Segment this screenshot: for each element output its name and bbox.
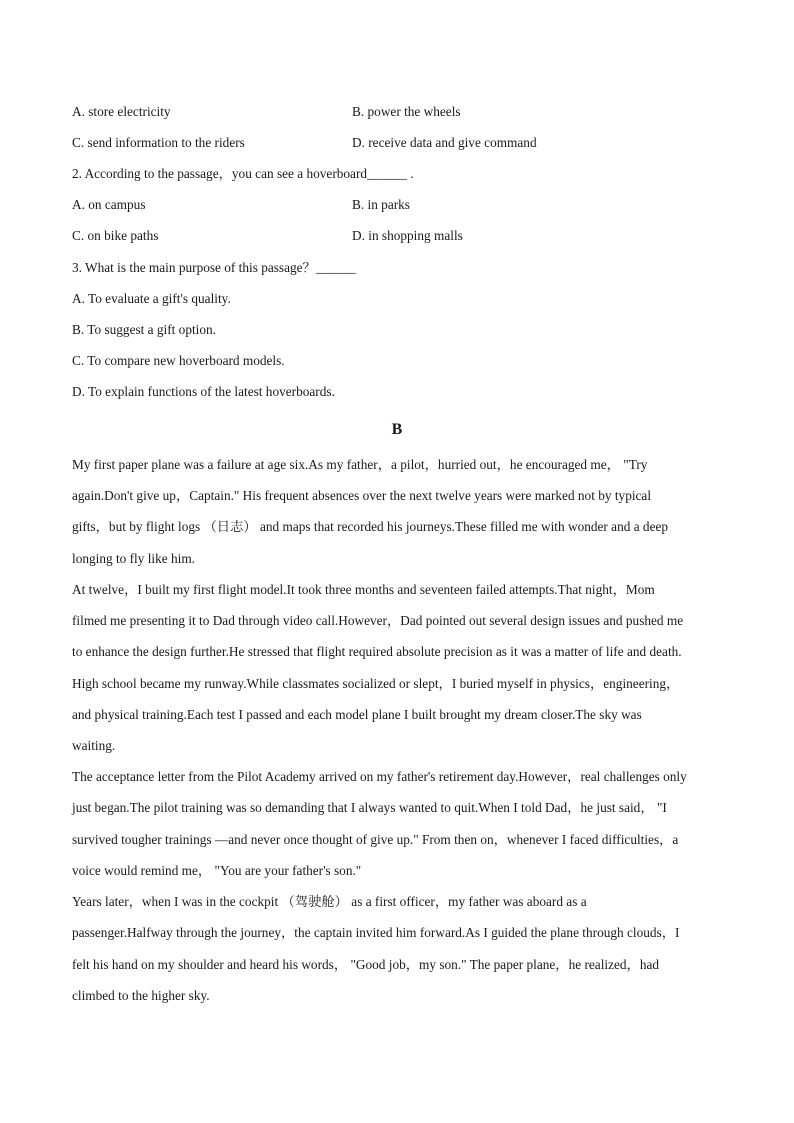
passage-line: just began.The pilot training was so demanding that I always wanted to quit.When I told Dad，he just said， "I bbox=[72, 800, 667, 815]
q3-stem: 3. What is the main purpose of this passage？______ bbox=[72, 260, 356, 275]
passage-line: passenger.Halfway through the journey，the captain invited him forward.As I guided the plane through clouds，I bbox=[72, 925, 680, 940]
passage-line: longing to fly like him. bbox=[72, 551, 195, 566]
passage-line: to enhance the design further.He stressed that flight required absolute precision as it was a matter of life and death. bbox=[72, 644, 682, 659]
q2-stem: 2. According to the passage，you can see a hoverboard______ . bbox=[72, 166, 414, 181]
q2-option-a: A. on campus bbox=[72, 197, 146, 212]
q3-option-a: A. To evaluate a gift's quality. bbox=[72, 291, 231, 306]
passage-line: climbed to the higher sky. bbox=[72, 988, 210, 1003]
passage-line: Years later，when I was in the cockpit （驾驶舱） as a first officer，my father was aboard as a bbox=[72, 894, 587, 909]
section-heading: B bbox=[391, 421, 403, 438]
passage-line: and physical training.Each test I passed and each model plane I built brought my dream closer.The sky was bbox=[72, 707, 642, 722]
passage-line: survived tougher trainings —and never once thought of give up." From then on，whenever I faced difficulties，a bbox=[72, 832, 679, 847]
passage-line: waiting. bbox=[72, 738, 116, 753]
passage-line: felt his hand on my shoulder and heard his words， "Good job，my son." The paper plane，he realized，had bbox=[72, 957, 660, 972]
q1-option-d: D. receive data and give command bbox=[352, 135, 537, 150]
passage-line: High school became my runway.While classmates socialized or slept，I buried myself in physics，engineering， bbox=[72, 676, 680, 691]
passage-line: gifts，but by flight logs （日志） and maps that recorded his journeys.These filled me with wonder and a deep bbox=[72, 519, 669, 534]
q1-option-c: C. send information to the riders bbox=[72, 135, 245, 150]
passage-line: again.Don't give up，Captain." His frequent absences over the next twelve years were marked not by typical bbox=[72, 488, 652, 503]
passage-line: My first paper plane was a failure at age six.As my father，a pilot，hurried out，he encouraged me， "Try bbox=[72, 457, 648, 472]
passage-line: voice would remind me， "You are your father's son." bbox=[72, 863, 362, 878]
q1-option-b: B. power the wheels bbox=[352, 104, 461, 119]
q3-option-c: C. To compare new hoverboard models. bbox=[72, 353, 285, 368]
q3-option-d: D. To explain functions of the latest hoverboards. bbox=[72, 384, 335, 399]
passage-line: At twelve，I built my first flight model.It took three months and seventeen failed attempts.That night，Mom bbox=[72, 582, 655, 597]
q2-option-b: B. in parks bbox=[352, 197, 410, 212]
passage-line: The acceptance letter from the Pilot Academy arrived on my father's retirement day.However，real challenges only bbox=[72, 769, 687, 784]
q2-option-c: C. on bike paths bbox=[72, 228, 159, 243]
q2-option-d: D. in shopping malls bbox=[352, 228, 463, 243]
q1-option-a: A. store electricity bbox=[72, 104, 171, 119]
q3-option-b: B. To suggest a gift option. bbox=[72, 322, 216, 337]
passage-line: filmed me presenting it to Dad through video call.However，Dad pointed out several design issues and pushed me bbox=[72, 613, 684, 628]
